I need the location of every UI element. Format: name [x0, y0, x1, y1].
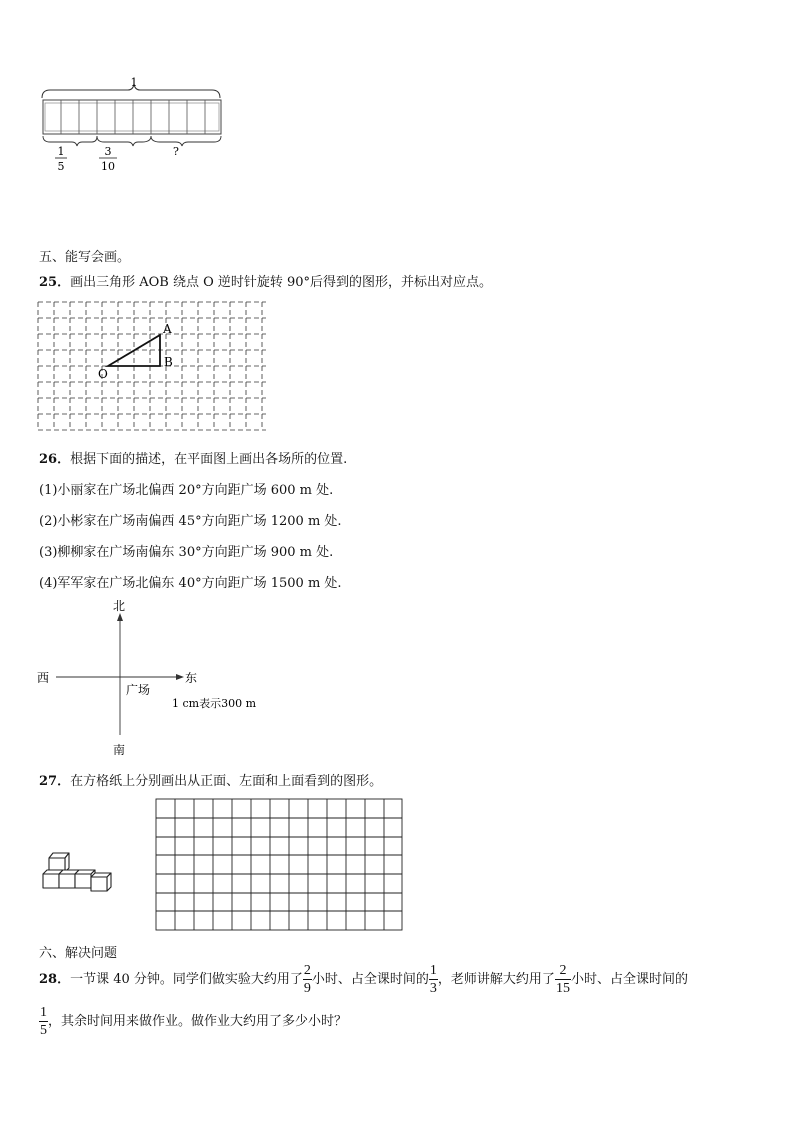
q26-item-1: (1)小丽家在广场北偏西 20°方向距广场 600 m 处. — [39, 483, 334, 498]
north-arrow-icon — [117, 613, 123, 621]
q28-part3: ，老师讲解大约用了 — [437, 972, 555, 987]
q28-line-2 — [39, 1004, 347, 1040]
q28-frac-a: $\frac{2}{9}$ — [303, 962, 311, 996]
q28-part5: ，其余时间用来做作业。做作业大约用了多少小时？ — [48, 1014, 348, 1029]
grid-paper — [154, 797, 406, 933]
whole-label: 1 — [130, 76, 138, 89]
q28-frac-b: $\frac{1}{3}$ — [429, 962, 437, 996]
q27-line — [39, 770, 382, 789]
q26-text: 根据下面的描述，在平面图上画出各场所的位置. — [70, 452, 348, 467]
frac1-den: 5 — [57, 160, 65, 173]
q25-text: 画出三角形 AOB 绕点 O 逆时针旋转 90°后得到的图形，并标出对应点。 — [70, 275, 493, 290]
q26-number: 26． — [39, 452, 71, 467]
label-square: 广场 — [126, 683, 151, 697]
unknown-label: ? — [173, 145, 179, 158]
fraction-bar-diagram — [36, 76, 236, 180]
frac2-num: 3 — [104, 145, 112, 158]
q28-frac-d: $\frac{1}{5}$ — [40, 1004, 47, 1038]
label-south: 南 — [113, 743, 126, 757]
q25-number: 25． — [39, 275, 71, 290]
section6-title: 六、解决问题 — [39, 946, 118, 961]
q28-number: 28． — [39, 972, 71, 987]
q27-number: 27． — [39, 774, 71, 789]
q26-line — [39, 448, 347, 467]
scale-note: 1 cm表示300 m — [172, 697, 257, 710]
label-north: 北 — [113, 599, 126, 613]
label-west: 西 — [37, 671, 50, 685]
cube-figure — [38, 846, 128, 892]
label-b: B — [164, 355, 173, 369]
q28-part2: 小时、占全课时间的 — [311, 972, 429, 987]
q25-grid — [36, 300, 272, 434]
q28-part4: 小时、占全课时间的 — [570, 972, 688, 987]
q26-item-2: (2)小彬家在广场南偏西 45°方向距广场 1200 m 处. — [39, 514, 342, 529]
q26-item-4: (4)军军家在广场北偏东 40°方向距广场 1500 m 处. — [39, 576, 342, 591]
label-o: O — [98, 367, 108, 381]
east-arrow-icon — [176, 674, 184, 680]
section5-title: 五、能写会画。 — [39, 250, 131, 265]
compass-diagram — [34, 595, 274, 760]
label-a: A — [163, 322, 172, 336]
label-east: 东 — [185, 671, 198, 685]
q26-item-3: (3)柳柳家在广场南偏东 30°方向距广场 900 m 处. — [39, 545, 334, 560]
q25-line — [39, 271, 492, 290]
q28-line-1 — [39, 962, 688, 998]
q27-text: 在方格纸上分别画出从正面、左面和上面看到的图形。 — [70, 774, 383, 789]
q28-part1: 一节课 40 分钟。同学们做实验大约用了 — [70, 972, 303, 987]
frac2-den: 10 — [101, 160, 115, 173]
frac1-num: 1 — [57, 145, 65, 158]
q28-frac-c: $\frac{2}{15}$ — [555, 962, 570, 996]
